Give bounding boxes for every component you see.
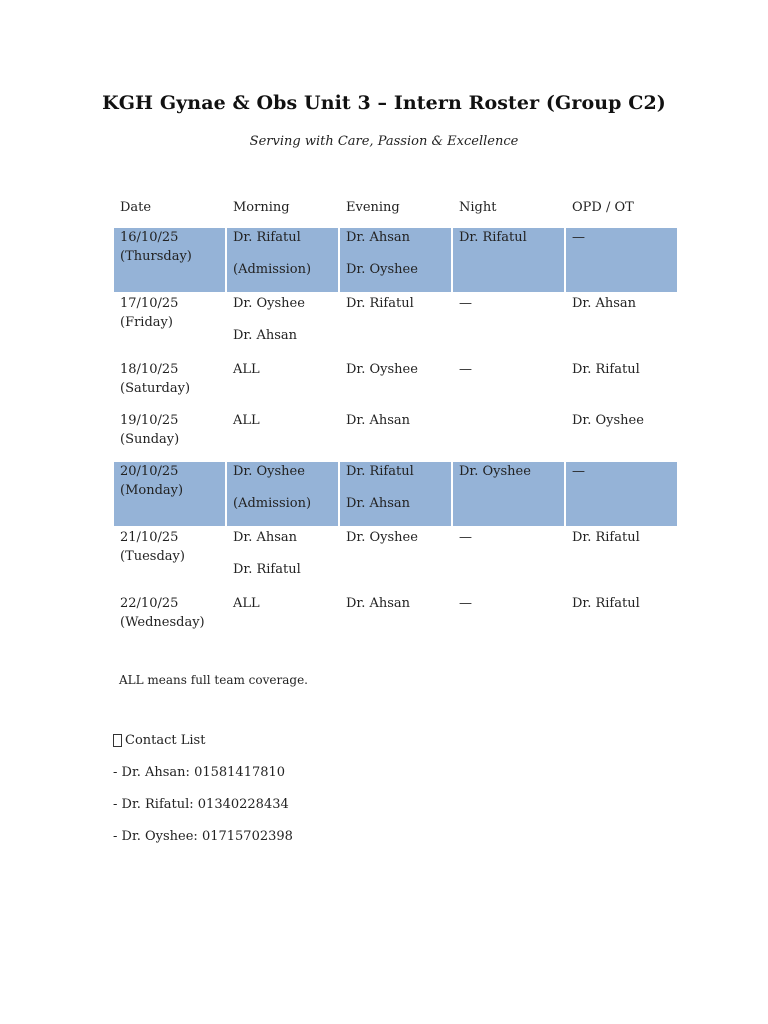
opd-cell [566,462,677,526]
date-cell [114,411,225,460]
opd-entry: Dr. Rifatul [572,530,640,545]
morning-cell [227,294,338,358]
contact-item-ahsan: - Dr. Ahsan: 01581417810 [113,765,286,780]
roster-table [112,196,679,645]
day-value: (Wednesday) [120,615,205,630]
date-cell [114,360,225,409]
night-entry: — [459,530,472,545]
morning-entry: Dr. Ahsan [233,530,298,545]
day-value: (Saturday) [120,381,191,396]
night-cell [453,360,564,409]
page-subtitle: Serving with Care, Passion & Excellence [249,134,519,149]
night-cell [453,528,564,592]
morning-entry: (Admission) [233,496,312,511]
day-value: (Friday) [120,315,173,330]
night-entry: Dr. Rifatul [459,230,527,245]
morning-entry: Dr. Oyshee [233,464,305,479]
night-cell [453,228,564,292]
evening-entry: Dr. Oyshee [346,530,418,545]
morning-cell [227,528,338,592]
contact-item-rifatul: - Dr. Rifatul: 01340228434 [113,797,289,812]
table-row [114,294,677,358]
day-value: (Sunday) [120,432,180,447]
box-icon [113,734,122,747]
contact-item-oyshee: - Dr. Oyshee: 01715702398 [113,829,293,844]
table-row [114,228,677,292]
date-value: 21/10/25 [120,530,179,545]
morning-cell [227,228,338,292]
evening-entry: Dr. Ahsan [346,230,411,245]
header-date: Date [120,200,152,215]
page-title: KGH Gynae & Obs Unit 3 – Intern Roster (Group C2) [102,92,666,114]
opd-entry: — [572,464,585,479]
header-morning: Morning [233,200,290,215]
morning-entry: Dr. Rifatul [233,230,301,245]
opd-entry: Dr. Rifatul [572,596,640,611]
morning-entry: ALL [233,596,260,611]
evening-cell [340,228,451,292]
roster-body [114,228,677,643]
evening-entry: Dr. Ahsan [346,413,411,428]
opd-cell [566,360,677,409]
evening-cell [340,411,451,460]
date-value: 22/10/25 [120,596,179,611]
night-entry: — [459,296,472,311]
header-evening: Evening [346,200,400,215]
coverage-note: ALL means full team coverage. [119,673,308,687]
morning-entry: Dr. Rifatul [233,562,301,577]
evening-cell [340,360,451,409]
evening-entry: Dr. Rifatul [346,464,414,479]
evening-entry: Dr. Ahsan [346,596,411,611]
date-cell [114,594,225,643]
table-row [114,411,677,460]
morning-cell [227,360,338,409]
morning-cell [227,462,338,526]
evening-cell [340,294,451,358]
opd-entry: — [572,230,585,245]
evening-entry: Dr. Rifatul [346,296,414,311]
table-row [114,462,677,526]
contact-list-label: Contact List [125,733,206,748]
night-entry: — [459,362,472,377]
night-entry: — [459,596,472,611]
evening-entry: Dr. Ahsan [346,496,411,511]
opd-cell [566,411,677,460]
date-value: 17/10/25 [120,296,179,311]
night-cell [453,594,564,643]
night-cell [453,462,564,526]
evening-entry: Dr. Oyshee [346,362,418,377]
date-cell [114,228,225,292]
night-cell [453,294,564,358]
day-value: (Tuesday) [120,549,185,564]
morning-entry: Dr. Ahsan [233,328,298,343]
date-cell [114,528,225,592]
date-cell [114,462,225,526]
date-value: 19/10/25 [120,413,179,428]
opd-cell [566,228,677,292]
opd-cell [566,294,677,358]
table-row [114,528,677,592]
day-value: (Monday) [120,483,184,498]
morning-entry: ALL [233,362,260,377]
table-row [114,594,677,643]
morning-entry: ALL [233,413,260,428]
header-opd-ot: OPD / OT [572,200,634,215]
table-header-row [114,198,677,226]
opd-cell [566,528,677,592]
opd-entry: Dr. Oyshee [572,413,644,428]
table-row [114,360,677,409]
date-cell [114,294,225,358]
date-value: 20/10/25 [120,464,179,479]
night-entry: Dr. Oyshee [459,464,531,479]
opd-entry: Dr. Ahsan [572,296,637,311]
night-cell [453,411,564,460]
contact-list-heading [113,733,205,748]
evening-cell [340,528,451,592]
morning-cell [227,594,338,643]
date-value: 18/10/25 [120,362,179,377]
evening-cell [340,594,451,643]
evening-entry: Dr. Oyshee [346,262,418,277]
header-night: Night [459,200,497,215]
evening-cell [340,462,451,526]
morning-entry: (Admission) [233,262,312,277]
morning-entry: Dr. Oyshee [233,296,305,311]
day-value: (Thursday) [120,249,192,264]
date-value: 16/10/25 [120,230,179,245]
opd-cell [566,594,677,643]
opd-entry: Dr. Rifatul [572,362,640,377]
morning-cell [227,411,338,460]
